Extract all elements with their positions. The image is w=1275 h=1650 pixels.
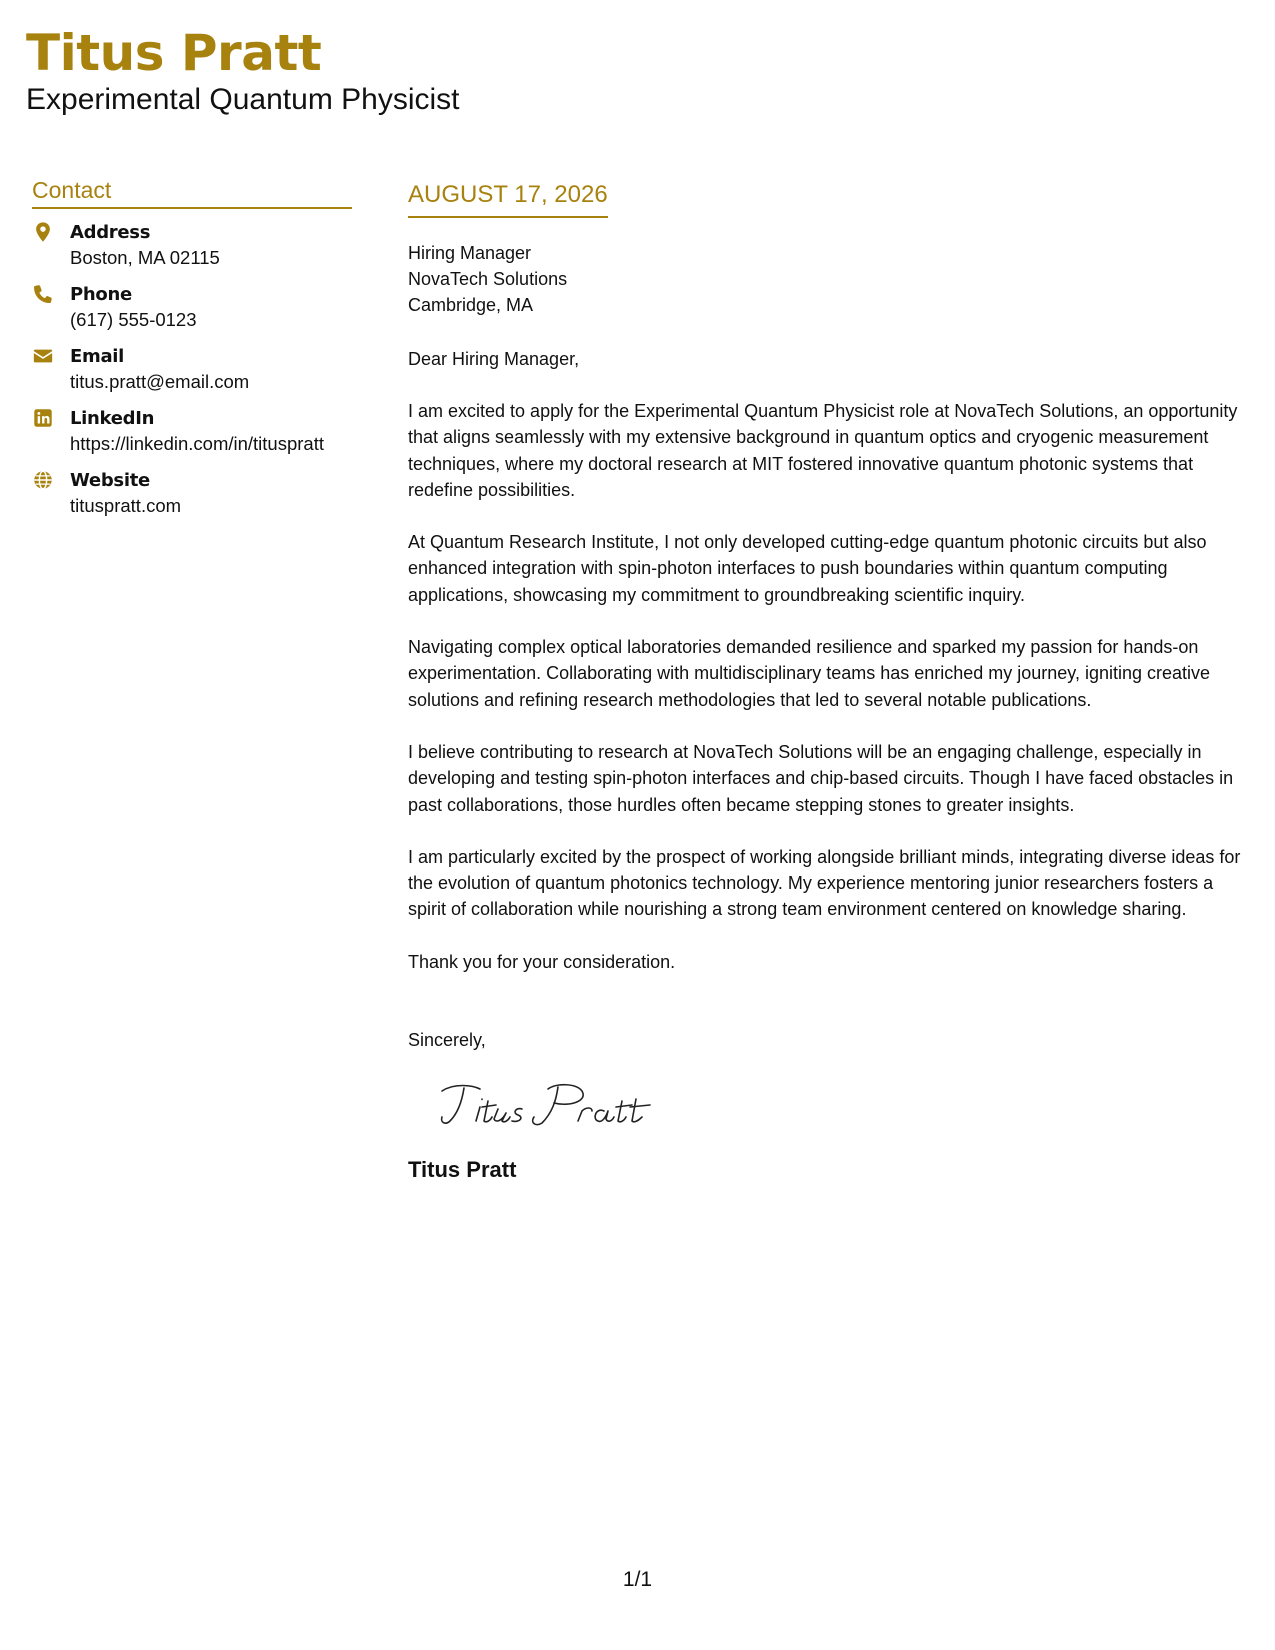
- contact-linkedin: [32, 407, 352, 457]
- contact-email-value[interactable]: titus.pratt@email.com: [70, 371, 250, 392]
- phone-icon: [32, 283, 56, 307]
- linkedin-icon: [32, 407, 56, 431]
- contact-website-value[interactable]: tituspratt.com: [70, 495, 182, 516]
- applicant-headline: Experimental Quantum Physicist: [26, 83, 460, 116]
- contact-address-value: Boston, MA 02115: [70, 247, 220, 268]
- contact-website: [32, 469, 352, 519]
- body-paragraph: Thank you for your consideration.: [408, 951, 676, 972]
- map-pin-icon: [32, 221, 56, 245]
- applicant-name: Titus Pratt: [26, 24, 322, 82]
- contact-address-label: Address: [70, 222, 151, 243]
- page-number: 1/1: [622, 1568, 653, 1591]
- contact-address: [32, 221, 352, 271]
- envelope-icon: [32, 345, 56, 369]
- handwritten-signature: [436, 1077, 1248, 1137]
- contact-email-label: Email: [70, 346, 125, 367]
- contact-phone: [32, 283, 352, 333]
- contact-linkedin-label: LinkedIn: [70, 408, 155, 429]
- signoff-name: Titus Pratt: [408, 1157, 517, 1183]
- recipient-line: Hiring Manager: [408, 243, 532, 263]
- body-paragraph: I am particularly excited by the prospect of working alongside brilliant minds, integrating diverse ideas for the evolution of quantum photonics technology. My experience mentoring junior researchers fosters a spirit of collaboration while nourishing a strong team environment centered on knowledge sharing.: [408, 846, 1241, 920]
- recipient-block: [408, 240, 1248, 318]
- body-paragraph: I am excited to apply for the Experimental Quantum Physicist role at NovaTech Solutions, an opportunity that aligns seamlessly with my extensive background in quantum optics and cryogenic measurement techniques, where my doctoral research at MIT fostered innovative quantum photonic systems that redefine possibilities.: [408, 401, 1238, 500]
- letter-body: [408, 178, 1248, 1185]
- closing: Sincerely,: [408, 1030, 486, 1051]
- recipient-line: Cambridge, MA: [408, 295, 534, 315]
- letter-header: [26, 22, 460, 118]
- contact-phone-value: (617) 555-0123: [70, 309, 197, 330]
- body-paragraph: I believe contributing to research at NovaTech Solutions will be an engaging challenge, especially in developing and testing spin-photon interfaces and chip-based circuits. Though I have faced obstacles in past collaborations, those hurdles often became stepping stones to greater insights.: [408, 741, 1234, 815]
- globe-icon: [32, 469, 56, 493]
- contact-section-title: Contact: [32, 175, 352, 209]
- body-paragraph: Navigating complex optical laboratories demanded resilience and sparked my passion for hands-on experimentation. Collaborating with multidisciplinary teams has enriched my journey, igniting creative solutions and refining research methodologies that led to several notable publications.: [408, 637, 1211, 710]
- contact-email: [32, 345, 352, 395]
- recipient-line: NovaTech Solutions: [408, 269, 568, 289]
- contact-sidebar: [32, 175, 352, 519]
- salutation: Dear Hiring Manager,: [408, 349, 580, 369]
- contact-linkedin-value[interactable]: https://linkedin.com/in/tituspratt: [70, 433, 324, 454]
- letter-date: AUGUST 17, 2026: [408, 178, 608, 218]
- body-paragraph: At Quantum Research Institute, I not only developed cutting-edge quantum photonic circuits but also enhanced integration with spin-photon interfaces to push boundaries within quantum computing applications, showcasing my commitment to groundbreaking scientific inquiry.: [408, 532, 1207, 605]
- contact-website-label: Website: [70, 470, 150, 491]
- contact-phone-label: Phone: [70, 284, 132, 305]
